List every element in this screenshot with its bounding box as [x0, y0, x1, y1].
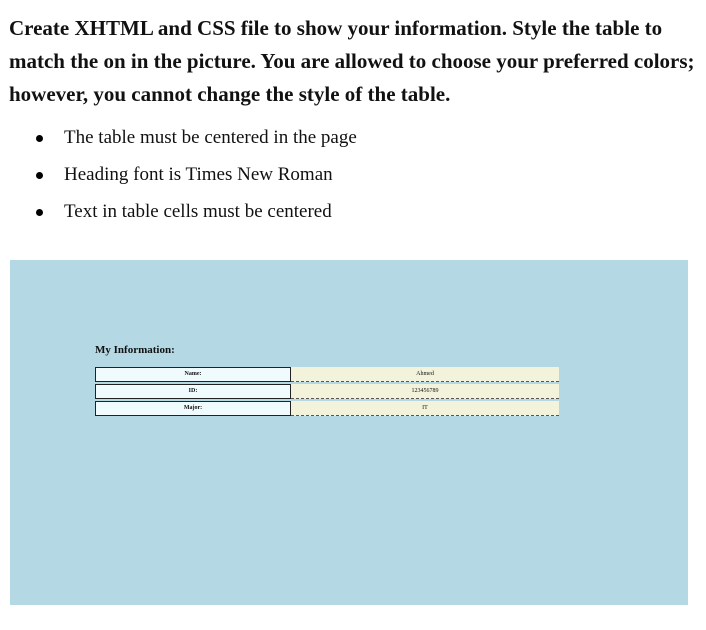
row-label: ID: — [95, 384, 291, 399]
table-row — [95, 401, 559, 416]
requirement-text: Heading font is Times New Roman — [64, 164, 333, 185]
row-value: IT — [291, 401, 559, 416]
bullet-icon — [36, 209, 43, 216]
requirement-text: The table must be centered in the page — [64, 127, 357, 148]
row-value: Ahmed — [291, 367, 559, 382]
row-label: Major: — [95, 401, 291, 416]
table-caption: My Information: — [95, 344, 175, 356]
row-value: 123456789 — [291, 384, 559, 399]
assignment-heading: Create XHTML and CSS file to show your information. Style the table to match the on in the picture. You are allowed to choose your preferred colors; however, you cannot change the style of the table. — [9, 16, 695, 106]
bullet-icon — [36, 135, 43, 142]
example-screenshot — [10, 260, 688, 605]
bullet-icon — [36, 172, 43, 179]
requirement-text: Text in table cells must be centered — [64, 201, 332, 222]
row-label: Name: — [95, 367, 291, 382]
table-row — [95, 384, 559, 399]
info-table — [95, 365, 559, 418]
table-row — [95, 367, 559, 382]
